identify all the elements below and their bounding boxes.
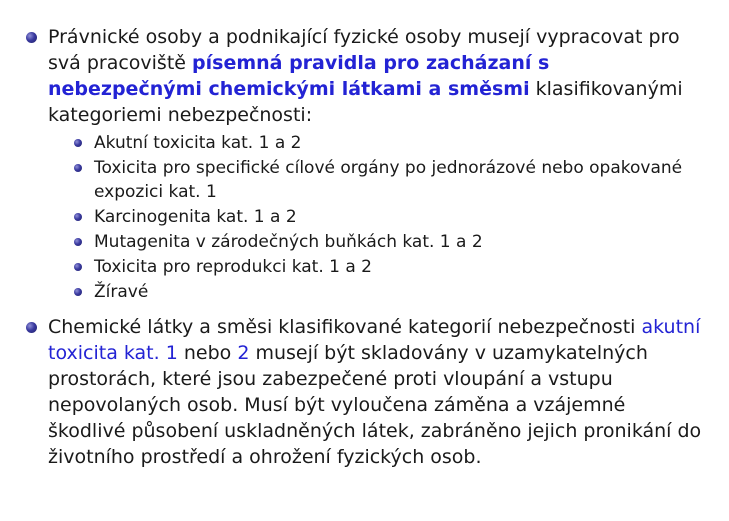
item2-text-a: Chemické látky a směsi klasifikované kategorií nebezpečnosti — [48, 316, 642, 338]
subitem-corrosive — [94, 280, 709, 304]
subitem-stot — [94, 156, 709, 204]
subitem-text: Akutní toxicita kat. 1 a 2 — [94, 133, 302, 153]
item2-text-c: musejí být skladovány v uzamykatelných prostorách, které jsou zabezpečené proti vloupání a vstupu nepovolaných osob. Musí být vyloučena záměna a vzájemné škodlivé působení uskladněných látek, zabráněno jejich pronikání do životního prostředí a ohrožení fyzických osob. — [48, 342, 702, 468]
subitem-carcinogenicity — [94, 205, 709, 229]
sub-bullet-icon — [74, 164, 82, 172]
sub-bullet-icon — [74, 213, 82, 221]
sub-bullet-icon — [74, 288, 82, 296]
item1-text-b: klasifikovanými kategoriemi nebezpečnosti: — [48, 78, 683, 126]
link-acute-toxicity-cat1[interactable]: akutní toxicita kat. 1 — [48, 316, 701, 364]
sub-bullet-icon — [74, 238, 82, 246]
subitem-acute-toxicity — [94, 131, 709, 155]
item1-highlight: písemná pravidla pro zacházaní s nebezpečnými chemickými látkami a směsmi — [48, 52, 550, 100]
bullet-icon — [26, 32, 37, 43]
bullet-item-storage — [48, 314, 708, 470]
bullet-icon — [26, 322, 37, 333]
subitem-text: Toxicita pro specifické cílové orgány po jednorázové nebo opakované expozici kat. 1 — [94, 158, 683, 202]
item1-text-a: Právnické osoby a podnikající fyzické osoby musejí vypracovat pro svá pracoviště — [48, 26, 680, 74]
subitem-text: Karcinogenita kat. 1 a 2 — [94, 207, 297, 227]
subitem-text: Toxicita pro reprodukci kat. 1 a 2 — [94, 257, 372, 277]
item2-text-b: nebo — [177, 342, 238, 364]
subitem-text: Mutagenita v zárodečných buňkách kat. 1 a 2 — [94, 232, 483, 252]
sub-bullet-icon — [74, 263, 82, 271]
subitem-text: Žíravé — [94, 282, 149, 302]
link-cat2[interactable]: 2 — [237, 342, 250, 364]
bullet-item-written-rules — [48, 24, 708, 128]
subitem-mutagenicity — [94, 230, 709, 254]
sub-bullet-icon — [74, 139, 82, 147]
subitem-reproductive-toxicity — [94, 255, 709, 279]
